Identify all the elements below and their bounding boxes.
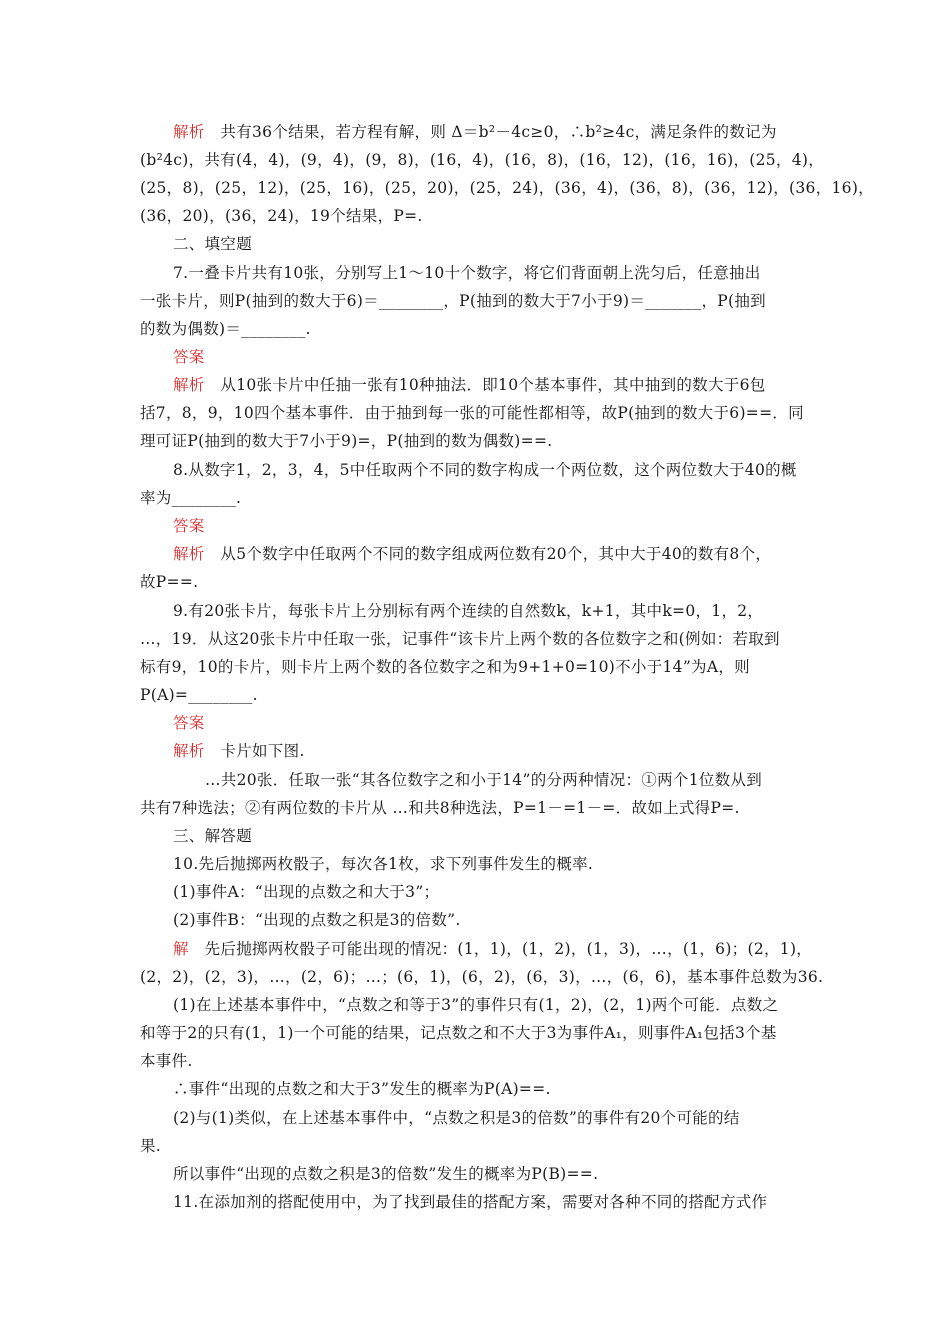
solution-6-line-2: (b²4c)，共有(4，4)，(9，4)，(9，8)，(16，4)，(16，8)，(16，12)，(16，16)，(25，4)， [140,151,825,169]
solution-10-line-3: (1)在上述基本事件中，“点数之和等于3”的事件只有(1，2)，(2，1)两个可能．点数之 [173,996,779,1014]
solution-9-line-2: …共20张．任取一张“其各位数字之和小于14”的分两种情况：①两个1位数从到 [205,771,763,789]
solution-10-line-7: (2)与(1)类似，在上述基本事件中，“点数之积是3的倍数”的事件有20个可能的结 [173,1109,740,1127]
question-10-part-2: (2)事件B：“出现的点数之积是3的倍数”. [173,911,461,929]
solution-10-line-1: 解 先后抛掷两枚骰子可能出现的情况：(1，1)，(1，2)，(1，3)，…，(1，6)；(2，1)， [173,940,813,958]
question-10-line-1: 10.先后抛掷两枚骰子，每次各1枚，求下列事件发生的概率. [173,855,594,873]
solution-6-line-4: (36，20)，(36，24)，19个结果，P=. [140,207,423,225]
solution-10-line-2: (2，2)，(2，3)，…，(2，6)；…；(6，1)，(6，2)，(6，3)，…，(6，6)，基本事件总数为36. [140,968,824,986]
question-7-line-3: 的数为偶数)＝________. [140,320,311,338]
solution-6-line-1: 解析 共有36个结果，若方程有解，则 Δ＝b²－4c≥0，∴b²≥4c，满足条件的数记为 [173,123,777,141]
section-heading-solve: 三、解答题 [173,827,253,845]
question-11-line-1: 11.在添加剂的搭配使用中，为了找到最佳的搭配方案，需要对各种不同的搭配方式作 [173,1193,768,1211]
question-9-line-1: 9.有20张卡片，每张卡片上分别标有两个连续的自然数k，k+1，其中k=0，1，2， [173,602,764,620]
question-8-line-1: 8.从数字1，2，3，4，5中任取两个不同的数字构成一个两位数，这个两位数大于40的概 [173,461,797,479]
question-9-line-4: P(A)=________. [140,686,258,704]
solution-9-line-1: 解析 卡片如下图. [173,742,305,760]
answer-label: 答案 [173,517,205,535]
solution-8-line-2: 故P==. [140,573,199,591]
solution-10-line-9: 所以事件“出现的点数之积是3的倍数”发生的概率为P(B)==. [173,1165,599,1183]
question-8-line-2: 率为________. [140,489,242,507]
solution-10-line-6: ∴事件“出现的点数之和大于3”发生的概率为P(A)==. [173,1080,551,1098]
solution-6-line-3: (25，8)，(25，12)，(25，16)，(25，20)，(25，24)，(36，4)，(36，8)，(36，12)，(36，16)， [140,179,874,197]
answer-label: 答案 [173,348,205,366]
question-9-line-3: 标有9，10的卡片，则卡片上两个数的各位数字之和为9+1+0=10)不小于14”为A，则 [140,658,750,676]
solution-label: 解 [173,940,189,958]
answer-label: 答案 [173,714,205,732]
analysis-label: 解析 [173,545,205,563]
solution-7-line-3: 理可证P(抽到的数大于7小于9)=，P(抽到的数为偶数)==. [140,432,553,450]
question-7-line-2: 一张卡片，则P(抽到的数大于6)＝________，P(抽到的数大于7小于9)＝_______，P(抽到 [140,292,766,310]
analysis-label: 解析 [173,123,205,141]
solution-9-line-3: 共有7种选法；②有两位数的卡片从 …和共8种选法，P=1－=1－=．故如上式得P=. [140,799,740,817]
question-7-line-1: 7.一叠卡片共有10张，分别写上1～10十个数字，将它们背面朝上洗匀后，任意抽出 [173,264,761,282]
solution-10-line-4: 和等于2的只有(1，1)一个可能的结果，记点数之和不大于3为事件A₁，则事件A₁包括3个基 [140,1024,777,1042]
solution-8-line-1: 解析 从5个数字中任取两个不同的数字组成两位数有20个，其中大于40的数有8个， [173,545,772,563]
analysis-label: 解析 [173,376,205,394]
solution-10-line-8: 果. [140,1137,162,1155]
solution-7-line-1: 解析 从10张卡片中任抽一张有10种抽法．即10个基本事件，其中抽到的数大于6包 [173,376,766,394]
analysis-label: 解析 [173,742,205,760]
question-10-part-1: (1)事件A：“出现的点数之和大于3”； [173,883,440,901]
solution-7-line-2: 括7，8，9，10四个基本事件．由于抽到每一张的可能性都相等，故P(抽到的数大于6)==．同 [140,404,804,422]
section-heading-fill-in: 二、填空题 [173,235,253,253]
question-9-line-2: …，19．从这20张卡片中任取一张，记事件“该卡片上两个数的各位数字之和(例如：若取到 [140,630,780,648]
solution-10-line-5: 本事件. [140,1052,193,1070]
